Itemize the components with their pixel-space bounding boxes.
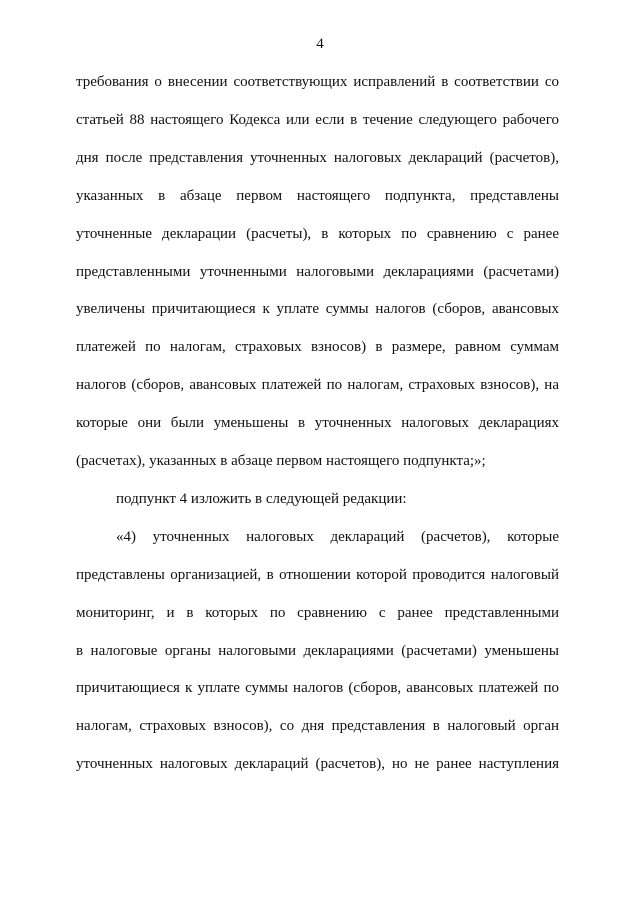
text-line: причитающиеся к уплате суммы налогов (сборов, авансовых платежей по [76,680,559,697]
text-line: указанных в абзаце первом настоящего подпункта, представлены [76,187,559,204]
text-line: (расчетах), указанных в абзаце первом настоящего подпункта;»; [76,453,486,469]
text-line: мониторинг, и в которых по сравнению с ранее представленными [76,604,559,621]
text-line: представленными уточненными налоговыми декларациями (расчетами) [76,263,559,280]
page-number: 4 [316,36,324,52]
text-line: налогам, страховых взносов), со дня представления в налоговый орган [76,718,559,735]
text-line: требования о внесении соответствующих исправлений в соответствии со [76,74,559,90]
text-line: в налоговые органы налоговыми декларациями (расчетами) уменьшены [76,642,559,659]
text-line: подпункт 4 изложить в следующей редакции: [116,490,407,507]
text-line: налогов (сборов, авансовых платежей по налогам, страховых взносов), на [76,377,559,394]
text-line: уточненные декларации (расчеты), в которых по сравнению с ранее [76,225,559,242]
text-line: статьей 88 настоящего Кодекса или если в течение следующего рабочего [76,111,559,128]
text-line: платежей по налогам, страховых взносов) в размере, равном суммам [76,339,559,356]
text-line: представлены организацией, в отношении которой проводится налоговый [76,566,559,583]
text-line: «4) уточненных налоговых деклараций (расчетов), которые [116,528,559,545]
text-line: которые они были уменьшены в уточненных налоговых декларациях [76,415,559,432]
text-line: уточненных налоговых деклараций (расчетов), но не ранее наступления [76,756,559,773]
text-line: увеличены причитающиеся к уплате суммы налогов (сборов, авансовых [76,301,559,318]
text-line: дня после представления уточненных налоговых деклараций (расчетов), [76,149,559,166]
